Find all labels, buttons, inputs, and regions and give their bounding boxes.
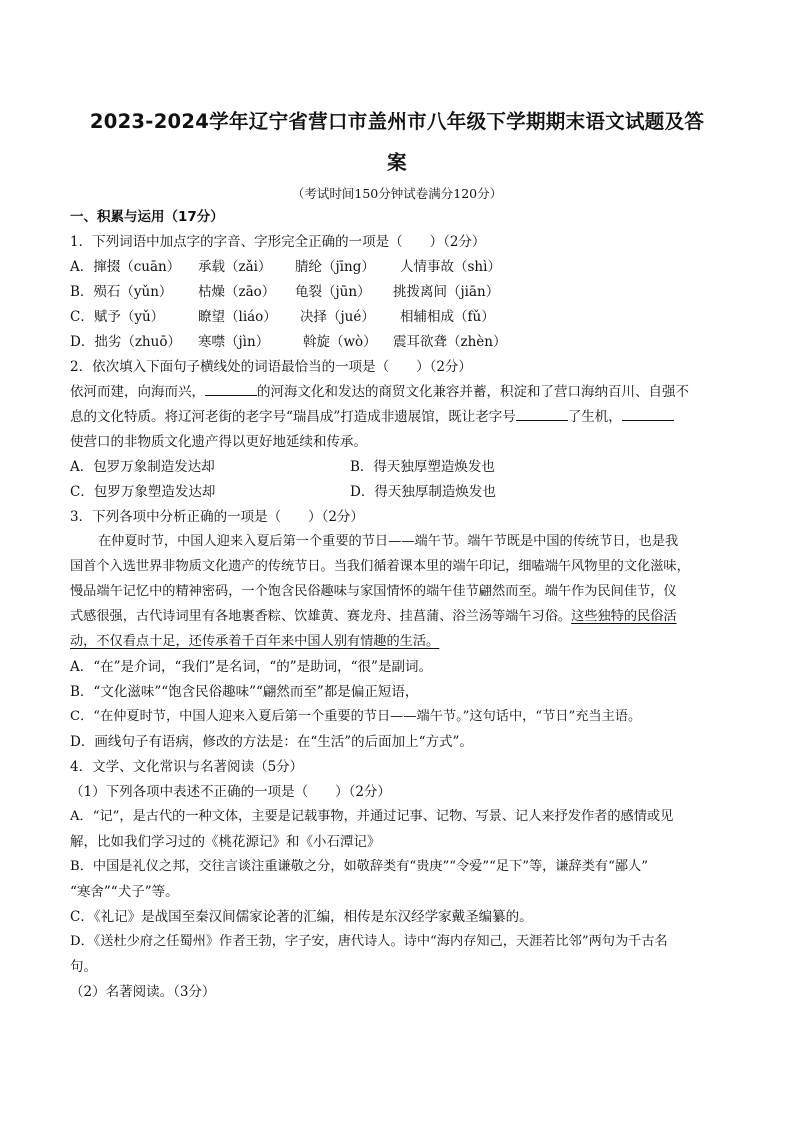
q3-option-b: B．“文化滋味”“饱含民俗趣味”“翩然而至”都是偏正短语， — [70, 684, 419, 700]
q2-passage-line-3: 使营口的非物质文化遗产得以更好地延续和传承。 — [70, 434, 367, 450]
q3-stem: 3．下列各项中分析正确的一项是（ ）（2分） — [70, 509, 364, 525]
q3-option-a: A．“在”是介词，“我们”是名词，“的”是助词，“很”是副词。 — [70, 659, 432, 675]
fill-blank-1 — [205, 383, 257, 396]
q1-b-word-3: 龟裂（jūn） — [295, 284, 371, 300]
q4-option-d-line-1: D．《送杜少府之任蜀州》作者王勃，字子安，唐代诗人。诗中“海内存知己，天涯若比邻”两句为千古名 — [70, 934, 668, 949]
q3-passage-line-3: 慢品端午记忆中的精神密码，一个饱含民俗趣味与家国情怀的端午佳节翩然而至。端午作为民间佳节，仪 — [70, 584, 677, 599]
q2-passage-line-1 — [70, 383, 689, 401]
q1-a-word-2: 承载（zǎi） — [198, 259, 272, 275]
q3-option-c: C．“在仲夏时节，中国人迎来入夏后第一个重要的节日——端午节。”这句话中，“节日”充当主语。 — [70, 709, 642, 724]
q1-stem: 1．下列词语中加点字的字音、字形完全正确的一项是（ ）（2分） — [70, 234, 486, 250]
q1-c-word-2: 瞭望（liáo） — [198, 309, 277, 325]
q1-b-word-1: B．殒石（yǔn） — [70, 284, 173, 300]
q2-passage-part-2: 的河海文化和发达的商贸文化兼容并蓄，积淀和了营口海纳百川、自强不 — [257, 384, 689, 400]
q2-option-a: A．包罗万象制造发达却 — [70, 459, 215, 475]
q2-passage-part-1: 依河而建，向海而兴， — [70, 384, 205, 400]
q1-a-word-1: A．撺掇（cuān） — [70, 259, 181, 275]
q4-stem: 4．文学、文化常识与名著阅读（5分） — [70, 759, 304, 775]
q1-b-word-4: 挑拨离间（jiān） — [393, 284, 500, 300]
section-heading: 一、积累与运用（17分） — [70, 209, 224, 225]
q3-passage-line-2: 国首个入选世界非物质文化遗产的传统节日。当我们循着课本里的端午印记，细嗑端午风物里的文化滋味， — [70, 559, 690, 574]
q4-option-b-line-1: B．中国是礼仪之邦，交往言谈注重谦敬之分，如敬辞类有“贵庚”“令爱”“足下”等，谦辞类有“鄙人” — [70, 859, 648, 874]
underlined-sentence-part-2: 动，不仅看点十足，还传承着千百年来中国人别有情趣的生活。 — [70, 634, 440, 649]
q2-stem: 2．依次填入下面句子横线处的词语最恰当的一项是（ ）（2分） — [70, 359, 472, 375]
exam-title-line-1: 2023-2024学年辽宁省营口市盖州市八年级下学期期末语文试题及答 — [89, 110, 705, 133]
q1-b-word-2: 枯燥（zāo） — [198, 284, 276, 300]
exam-title-line-2: 案 — [387, 151, 407, 174]
q2-passage-part-3: 息的文化特质。将辽河老街的老字号“瑞昌成”打造成非遗展馆，既让老字号 — [70, 409, 516, 425]
q1-c-word-4: 相辅相成（fǔ） — [400, 309, 495, 325]
q3-passage-line-4 — [70, 608, 677, 626]
q1-c-word-3: 决择（jué） — [300, 309, 375, 325]
q1-a-word-3: 腈纶（jīng） — [295, 259, 375, 275]
q2-option-d: D．得天独厚制造焕发也 — [350, 484, 496, 500]
q4-option-a-line-1: A．“记”，是古代的一种文体，主要是记载事物，并通过记事、记物、写景、记人来抒发作者的感情或见 — [70, 809, 674, 824]
underlined-sentence-part-1: 这些独特的民俗活 — [571, 609, 677, 624]
q2-option-c: C．包罗万象塑造发达却 — [70, 484, 216, 500]
q1-a-word-4: 人情事故（shì） — [400, 259, 501, 275]
q3-passage-part: 式感很强，古代诗词里有各地裹香粽、饮雄黄、赛龙舟、挂菖蒲、浴兰汤等端午习俗。 — [70, 609, 572, 624]
q4-option-d-line-2: 句。 — [70, 959, 97, 975]
q4-option-b-line-2: “寒舍”“犬子”等。 — [70, 884, 179, 900]
q4-sub1-stem: （1）下列各项中表述不正确的一项是（ ）（2分） — [70, 784, 391, 800]
q1-d-word-4: 震耳欲聋（zhèn） — [393, 334, 507, 350]
q4-option-c: C．《礼记》是战国至秦汉间儒家论著的汇编，相传是东汉经学家戴圣编纂的。 — [70, 909, 533, 925]
q3-passage-line-1: 在仲夏时节，中国人迎来入夏后第一个重要的节日——端午节。端午节既是中国的传统节日，也是我 — [98, 534, 679, 549]
fill-blank-3 — [622, 408, 674, 421]
q4-sub2-stem: （2）名著阅读。（3分） — [70, 984, 216, 1000]
q4-option-a-line-2: 解，比如我们学习过的《桃花源记》和《小石潭记》 — [70, 834, 381, 850]
q1-d-word-1: D．拙劣（zhuō） — [70, 334, 181, 350]
q1-d-word-2: 寒噤（jìn） — [198, 334, 270, 350]
q2-passage-part-4: 了生机， — [567, 409, 622, 425]
q1-d-word-3: 斡旋（wò） — [303, 334, 377, 350]
q3-option-d: D．画线句子有语病，修改的方法是：在“生活”的后面加上“方式”。 — [70, 734, 473, 750]
q2-passage-line-2 — [70, 408, 674, 426]
q2-option-b: B．得天独厚塑造焕发也 — [350, 459, 495, 475]
q1-c-word-1: C．赋予（yǔ） — [70, 309, 165, 325]
fill-blank-2 — [516, 408, 568, 421]
exam-subtitle: （考试时间150分钟试卷满分120分） — [291, 186, 503, 201]
